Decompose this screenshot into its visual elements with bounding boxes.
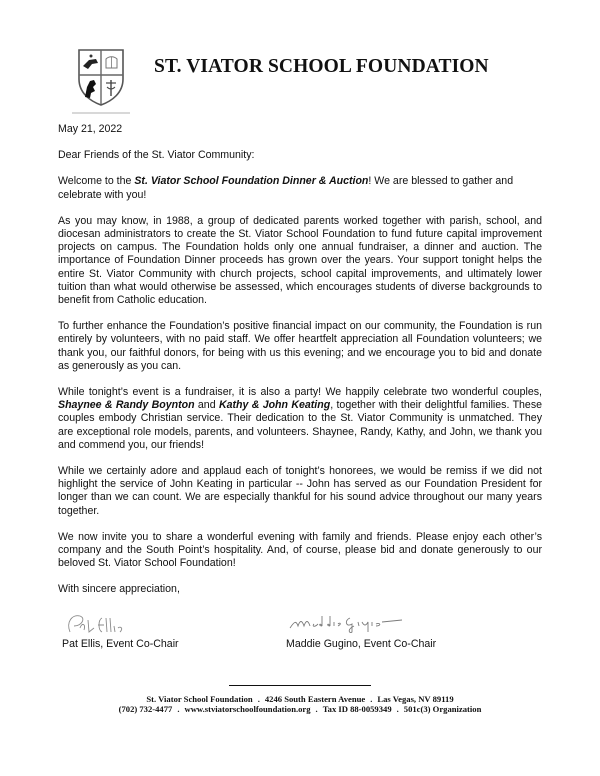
footer-contact-line bbox=[0, 704, 600, 714]
letter-closing: With sincere appreciation, bbox=[58, 583, 180, 596]
school-crest-icon bbox=[76, 47, 126, 107]
honorees-text-mid: and bbox=[194, 399, 219, 412]
signature-block bbox=[58, 612, 542, 662]
signature-name-title: Pat Ellis, Event Co-Chair bbox=[62, 638, 179, 650]
paragraph-honorees bbox=[58, 386, 542, 452]
footer-separator: . bbox=[315, 704, 318, 714]
honoree-couple-2: Kathy & John Keating bbox=[218, 399, 331, 412]
letter-body bbox=[58, 123, 542, 610]
honorees-text-pre: While tonight’s event is a fundraiser, it is also a party! We happily celebrate two wonderful couples, bbox=[58, 386, 542, 399]
handwritten-signature-icon bbox=[62, 612, 142, 636]
footer-org-name: St. Viator School Foundation bbox=[146, 694, 253, 704]
footer-street: 4246 South Eastern Avenue bbox=[264, 694, 366, 704]
welcome-text-post: ! We are blessed to gather and celebrate with you! bbox=[58, 175, 514, 201]
footer-divider bbox=[229, 685, 371, 686]
footer-separator: . bbox=[396, 704, 399, 714]
paragraph-john-keating: While we certainly adore and applaud each of tonight’s honorees, we would be remiss if we did not highlight the service of John Keating in particular -- John has served as our Foundation President for longer than we can count. We are especially thankful for his sound advice throughout our many years together. bbox=[58, 465, 542, 517]
footer-separator: . bbox=[370, 694, 373, 704]
paragraph-history: As you may know, in 1988, a group of dedicated parents worked together with parish, school, and diocesan administrators to create the St. Viator School Foundation to fund future capital improvement projects on campus. The Foundation holds only one annual fundraiser, a dinner and auction. The importance of Foundation Dinner proceeds has grown over the years. Your support tonight helps the entire St. Viator Community with church projects, school capital improvements, and ultimately lower tuition than what would otherwise be assessed, which encourages students of diverse backgrounds to benefit from Catholic education. bbox=[58, 214, 542, 307]
paragraph-invitation: We now invite you to share a wonderful evening with family and friends. Please enjoy each other’s company and the South Point’s hospitality. And, of course, please bid and donate generously to our beloved St. Viator School Foundation! bbox=[58, 530, 542, 570]
footer-phone: (702) 732-4477 bbox=[118, 704, 173, 714]
footer-city: Las Vegas, NV 89119 bbox=[377, 694, 454, 704]
letter-salutation: Dear Friends of the St. Viator Community: bbox=[58, 149, 255, 162]
signature-name-title: Maddie Gugino, Event Co-Chair bbox=[286, 638, 437, 650]
honoree-couple-1: Shaynee & Randy Boynton bbox=[58, 399, 195, 412]
footer-address-line bbox=[0, 694, 600, 704]
paragraph-welcome bbox=[58, 175, 542, 201]
welcome-text-pre: Welcome to the bbox=[58, 175, 135, 188]
signature-maddie-gugino bbox=[286, 612, 436, 650]
signature-pat-ellis bbox=[62, 612, 179, 650]
footer-separator: . bbox=[177, 704, 180, 714]
handwritten-signature-icon bbox=[286, 612, 416, 636]
letterhead-footer bbox=[0, 694, 600, 714]
paragraph-volunteers: To further enhance the Foundation’s positive financial impact on our community, the Foundation is run entirely by volunteers, with no paid staff. We offer heartfelt appreciation all Foundation volunteers; we thank you, our faithful donors, for being with us this evening; and we encourage you to bid and donate as generously as you can. bbox=[58, 320, 542, 372]
organization-title: ST. VIATOR SCHOOL FOUNDATION bbox=[154, 56, 489, 77]
footer-tax-id: Tax ID 88-0059349 bbox=[322, 704, 392, 714]
honorees-text-post: , together with their delightful families. These couples embody Christian service. Their dedication to the St. Viator Community is unmatched. They are exceptional role models, parents, and volunteers. Shaynee, Randy, Kathy, and John, we thank you and commend you, our friends! bbox=[58, 399, 543, 451]
footer-website-link[interactable]: www.stviatorschoolfoundation.org bbox=[184, 704, 311, 714]
footer-org-status: 501c(3) Organization bbox=[403, 704, 482, 714]
crest-divider bbox=[72, 112, 130, 114]
letter-date: May 21, 2022 bbox=[58, 123, 123, 135]
footer-separator: . bbox=[257, 694, 260, 704]
event-name: St. Viator School Foundation Dinner & Auction bbox=[134, 175, 369, 188]
